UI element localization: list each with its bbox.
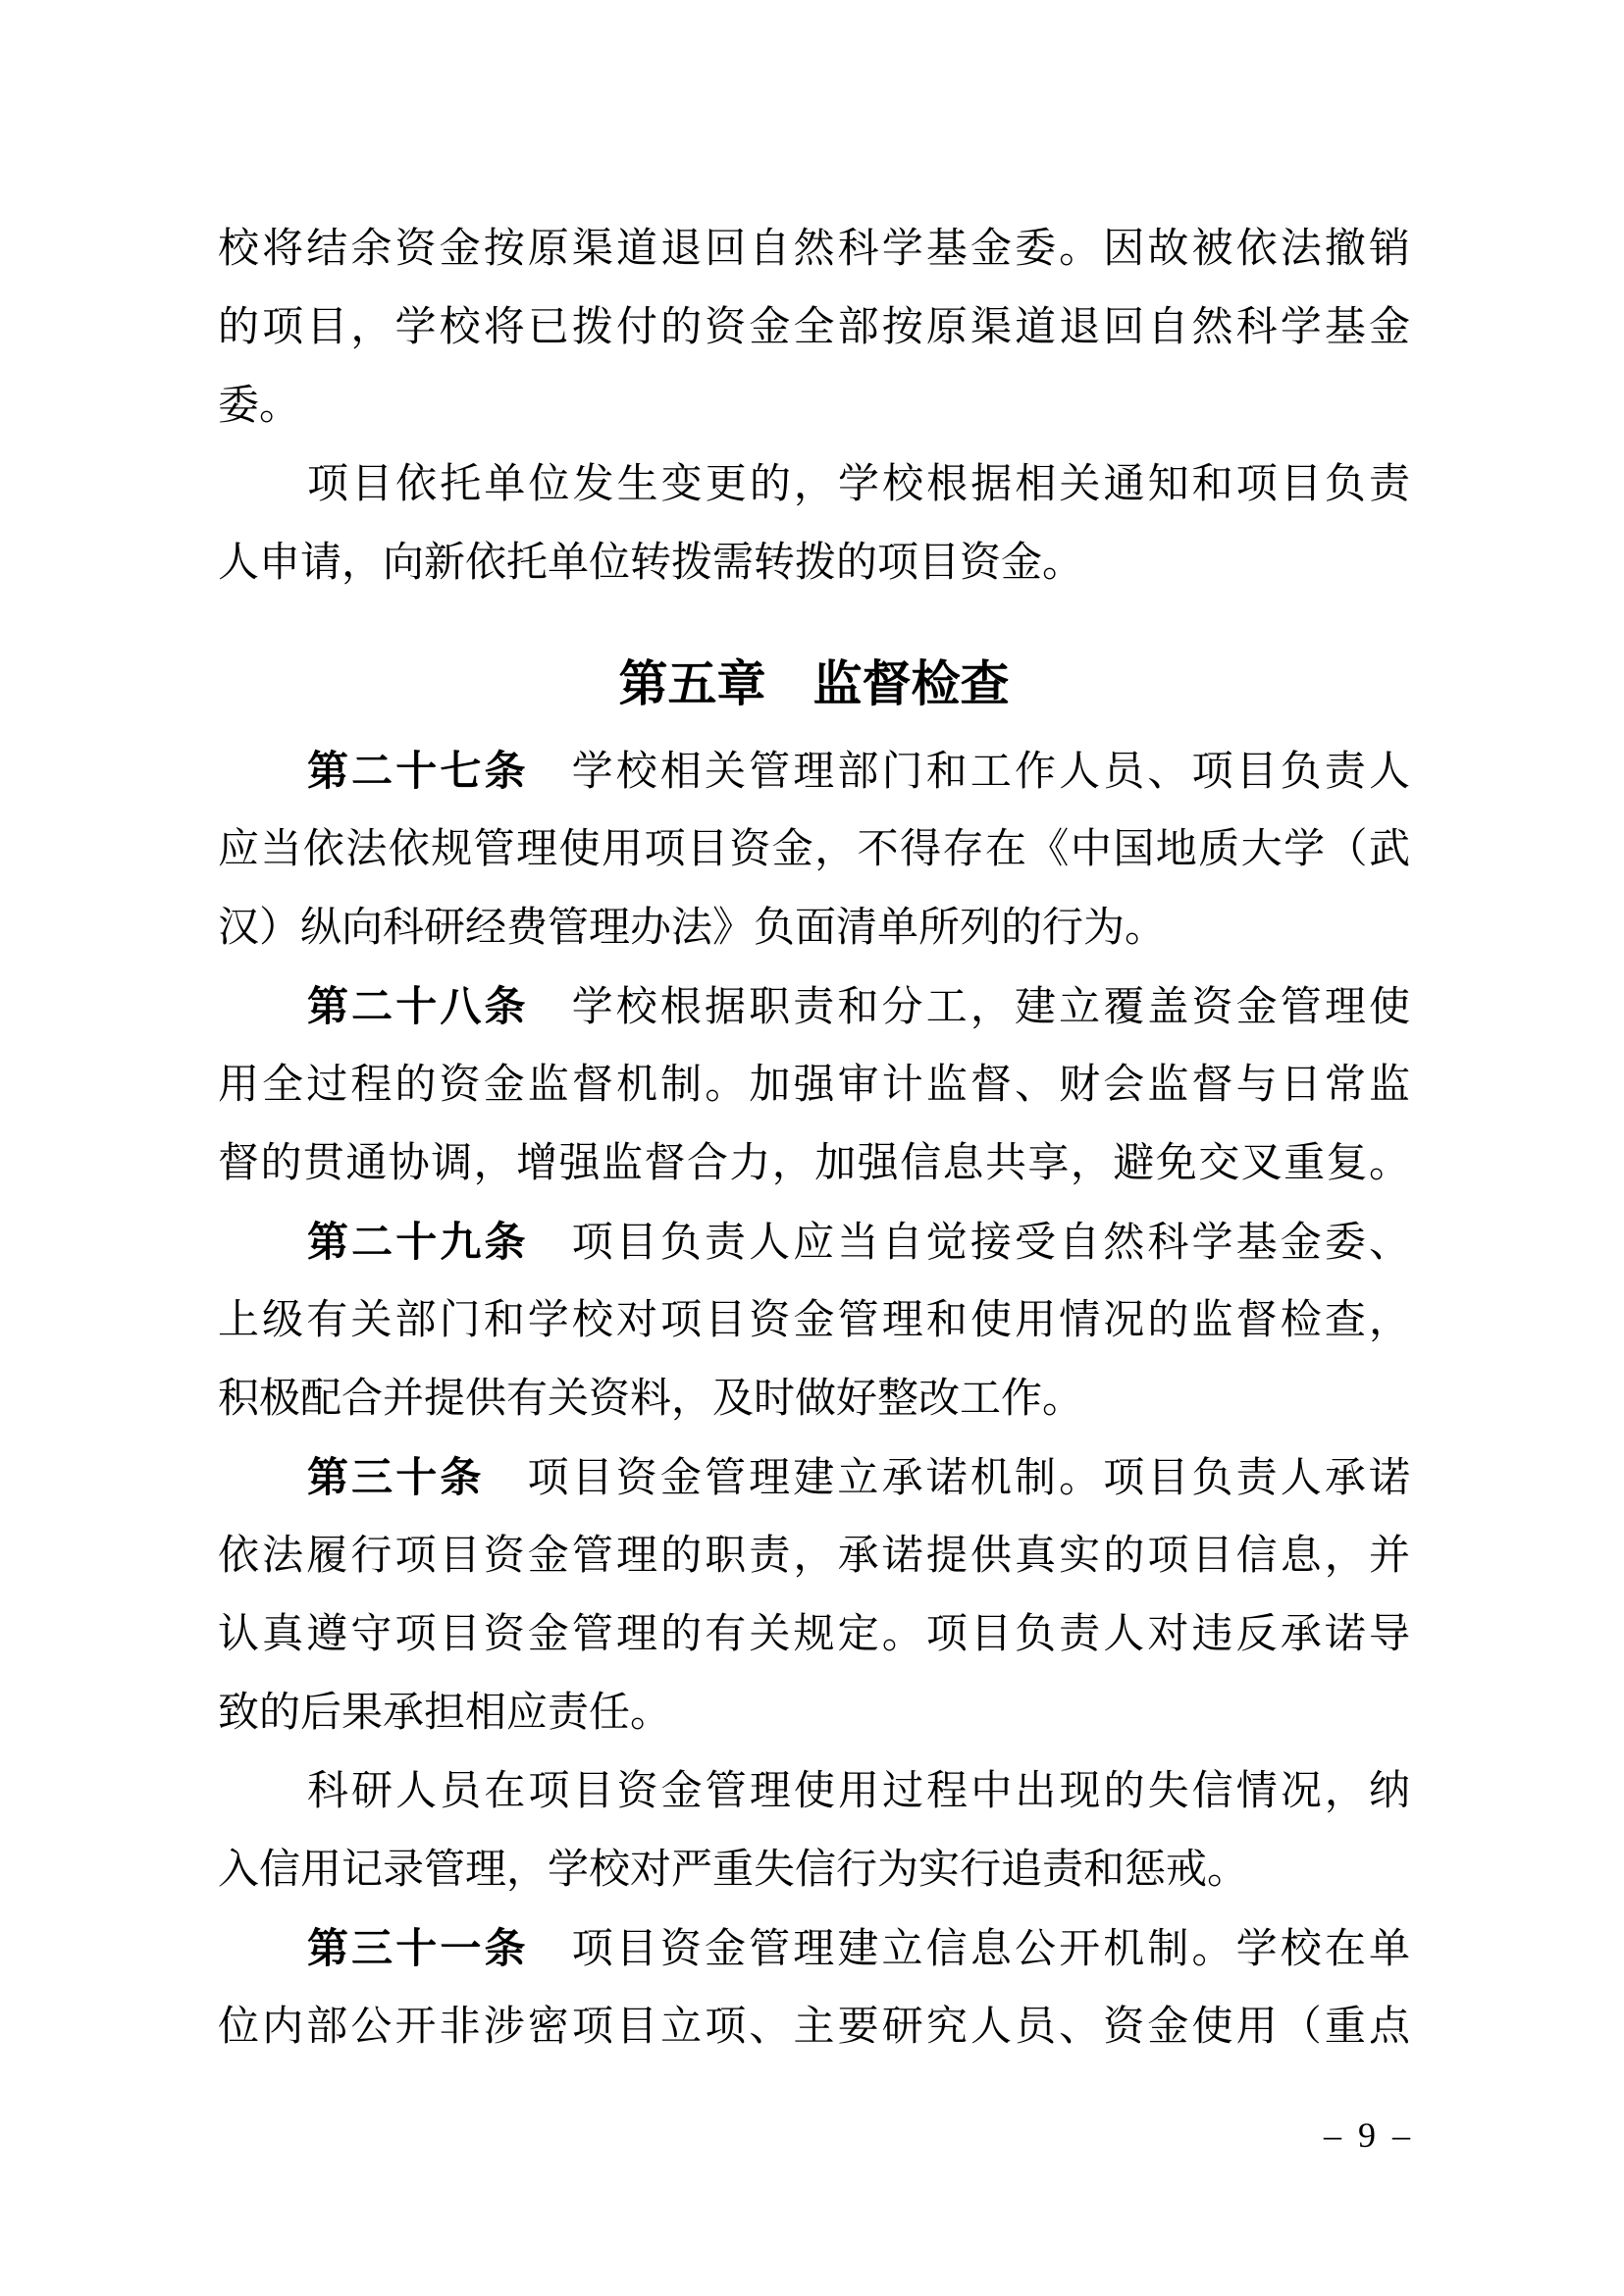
text-line: 督的贯通协调，增强监督合力，加强信息共享，避免交叉重复。 xyxy=(218,1141,1410,1186)
text-line: 位内部公开非涉密项目立项、主要研究人员、资金使用（重点 xyxy=(218,2005,1410,2050)
text-line: 委。 xyxy=(218,384,301,429)
chapter-title: 监督检查 xyxy=(812,656,1010,711)
chapter-heading xyxy=(218,636,1410,732)
text-line: 入信用记录管理，学校对严重失信行为实行追责和惩戒。 xyxy=(218,1848,1249,1893)
article-number: 第二十九条 xyxy=(307,1219,529,1265)
text-line: 的项目，学校将已拨付的资金全部按原渠道退回自然科学基金 xyxy=(218,305,1410,350)
article-number: 第三十一条 xyxy=(307,1925,529,1971)
paragraphs-before-heading xyxy=(218,210,1410,602)
text-line: 用全过程的资金监督机制。加强审计监督、财会监督与日常监 xyxy=(218,1063,1410,1108)
article-number: 第二十七条 xyxy=(307,748,529,794)
article-number: 第三十条 xyxy=(307,1454,485,1500)
text-line: 第二十九条 项目负责人应当自觉接受自然科学基金委、 xyxy=(307,1219,1410,1266)
text-line: 应当依法依规管理使用项目资金，不得存在《中国地质大学（武 xyxy=(218,827,1410,872)
article-number: 第二十八条 xyxy=(307,983,529,1029)
text-line: 校将结余资金按原渠道退回自然科学基金委。因故被依法撤销 xyxy=(218,227,1410,272)
text-line: 致的后果承担相应责任。 xyxy=(218,1691,672,1736)
paragraphs-after-heading xyxy=(218,732,1410,2066)
text-line: 依法履行项目资金管理的职责，承诺提供真实的项目信息，并 xyxy=(218,1534,1410,1579)
text-line: 第二十八条 学校根据职责和分工，建立覆盖资金管理使 xyxy=(307,983,1410,1030)
text-line: 第三十一条 项目资金管理建立信息公开机制。学校在单 xyxy=(307,1925,1410,1972)
document-body xyxy=(218,210,1410,2066)
text-line: 积极配合并提供有关资料，及时做好整改工作。 xyxy=(218,1377,1084,1422)
text-line: 第二十七条 学校相关管理部门和工作人员、项目负责人 xyxy=(307,748,1410,795)
text-line: 汉）纵向科研经费管理办法》负面清单所列的行为。 xyxy=(218,906,1167,951)
text-line: 科研人员在项目资金管理使用过程中出现的失信情况，纳 xyxy=(307,1769,1410,1814)
chapter-number: 第五章 xyxy=(618,656,766,711)
text-line: 项目依托单位发生变更的，学校根据相关通知和项目负责 xyxy=(307,462,1410,507)
text-line: 认真遵守项目资金管理的有关规定。项目负责人对违反承诺导 xyxy=(218,1612,1410,1657)
text-line: 第三十条 项目资金管理建立承诺机制。项目负责人承诺 xyxy=(307,1454,1410,1501)
text-line: 人申请，向新依托单位转拨需转拨的项目资金。 xyxy=(218,541,1084,586)
page-number: – 9 – xyxy=(1324,2115,1410,2155)
text-line: 上级有关部门和学校对项目资金管理和使用情况的监督检查， xyxy=(218,1298,1410,1343)
